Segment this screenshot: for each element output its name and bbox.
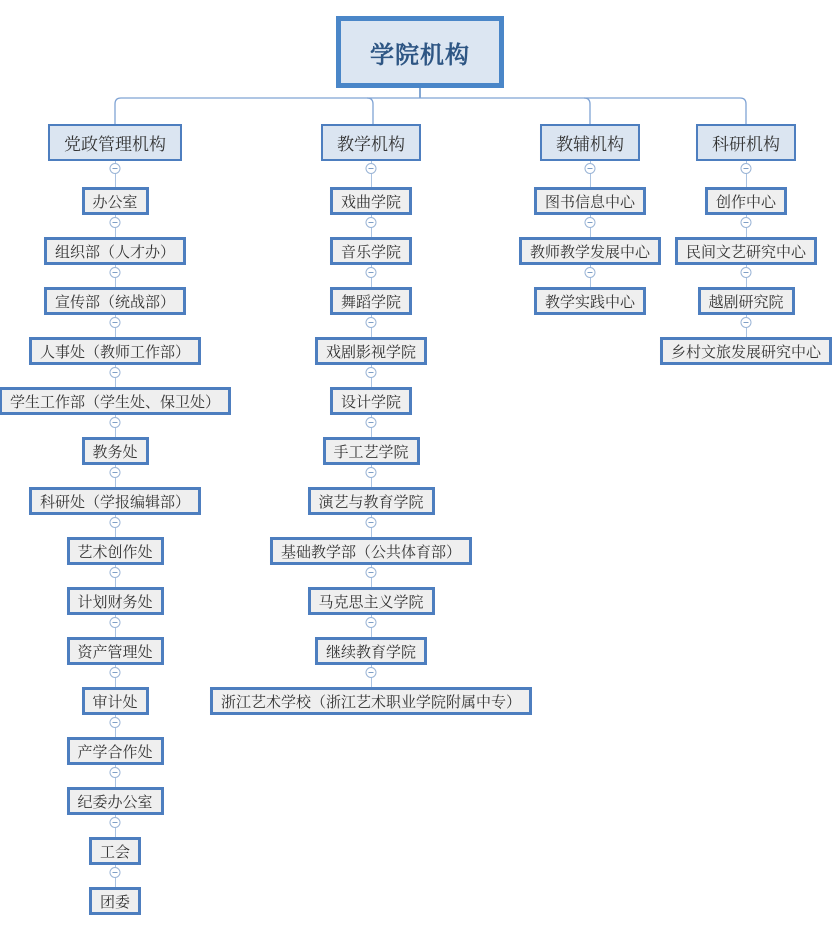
tree-connector <box>0 161 231 187</box>
org-node[interactable]: 组织部（人才办） <box>44 237 186 265</box>
collapse-minus-icon[interactable] <box>365 617 376 628</box>
collapse-minus-icon[interactable] <box>365 517 376 528</box>
collapse-minus-icon[interactable] <box>109 317 120 328</box>
org-node[interactable]: 图书信息中心 <box>534 187 646 215</box>
minus-glyph <box>368 622 373 623</box>
tree-connector <box>519 265 661 287</box>
minus-glyph <box>112 272 117 273</box>
collapse-minus-icon[interactable] <box>365 367 376 378</box>
collapse-minus-icon[interactable] <box>740 217 751 228</box>
collapse-minus-icon[interactable] <box>365 267 376 278</box>
org-node[interactable]: 产学合作处 <box>66 737 163 765</box>
org-node[interactable]: 戏剧影视学院 <box>315 337 427 365</box>
org-node[interactable]: 宣传部（统战部） <box>44 287 186 315</box>
tree-connector <box>0 265 231 287</box>
collapse-minus-icon[interactable] <box>365 667 376 678</box>
collapse-minus-icon[interactable] <box>109 467 120 478</box>
tree-connector <box>0 565 231 587</box>
collapse-minus-icon[interactable] <box>365 467 376 478</box>
minus-glyph <box>112 872 117 873</box>
minus-glyph <box>368 422 373 423</box>
branch-column-research <box>660 124 832 365</box>
tree-connector <box>210 315 532 337</box>
org-node[interactable]: 资产管理处 <box>66 637 163 665</box>
collapse-minus-icon[interactable] <box>109 217 120 228</box>
minus-glyph <box>112 222 117 223</box>
collapse-minus-icon[interactable] <box>740 267 751 278</box>
minus-glyph <box>587 272 592 273</box>
minus-glyph <box>112 572 117 573</box>
org-node[interactable]: 演艺与教育学院 <box>307 487 434 515</box>
org-node[interactable]: 乡村文旅发展研究中心 <box>660 337 832 365</box>
minus-glyph <box>112 472 117 473</box>
collapse-minus-icon[interactable] <box>109 417 120 428</box>
org-node[interactable]: 办公室 <box>81 187 148 215</box>
tree-connector <box>0 415 231 437</box>
collapse-minus-icon[interactable] <box>109 517 120 528</box>
org-node[interactable]: 教务处 <box>81 437 148 465</box>
tree-connector <box>0 215 231 237</box>
minus-glyph <box>368 272 373 273</box>
tree-connector <box>0 315 231 337</box>
tree-connector <box>660 215 832 237</box>
org-node[interactable]: 学生工作部（学生处、保卫处） <box>0 387 231 415</box>
collapse-minus-icon[interactable] <box>109 867 120 878</box>
tree-connector <box>210 515 532 537</box>
org-node[interactable]: 科研处（学报编辑部） <box>29 487 201 515</box>
collapse-minus-icon[interactable] <box>365 417 376 428</box>
collapse-minus-icon[interactable] <box>109 717 120 728</box>
org-node[interactable]: 戏曲学院 <box>330 187 412 215</box>
branch-bus-line <box>115 98 746 124</box>
org-node[interactable]: 计划财务处 <box>66 587 163 615</box>
minus-glyph <box>368 522 373 523</box>
branch-drop-line-support <box>584 98 590 124</box>
minus-glyph <box>368 372 373 373</box>
org-node[interactable]: 越剧研究院 <box>697 287 794 315</box>
branch-node-research[interactable]: 科研机构 <box>696 124 796 161</box>
tree-connector <box>660 315 832 337</box>
collapse-minus-icon[interactable] <box>365 317 376 328</box>
tree-connector <box>210 615 532 637</box>
collapse-minus-icon[interactable] <box>109 163 120 174</box>
tree-connector <box>519 215 661 237</box>
tree-connector <box>0 715 231 737</box>
minus-glyph <box>368 322 373 323</box>
collapse-minus-icon[interactable] <box>109 767 120 778</box>
minus-glyph <box>368 472 373 473</box>
tree-connector <box>0 815 231 837</box>
tree-connector <box>0 515 231 537</box>
tree-connector <box>210 665 532 687</box>
minus-glyph <box>743 168 748 169</box>
org-node[interactable]: 团委 <box>89 887 141 915</box>
minus-glyph <box>368 222 373 223</box>
tree-connector <box>0 865 231 887</box>
org-node[interactable]: 教师教学发展中心 <box>519 237 661 265</box>
tree-connector <box>660 161 832 187</box>
minus-glyph <box>743 272 748 273</box>
tree-connector <box>210 465 532 487</box>
tree-connector <box>0 365 231 387</box>
tree-connector <box>210 265 532 287</box>
org-node[interactable]: 设计学院 <box>330 387 412 415</box>
tree-connector <box>660 265 832 287</box>
collapse-minus-icon[interactable] <box>365 217 376 228</box>
collapse-minus-icon[interactable] <box>109 567 120 578</box>
collapse-minus-icon[interactable] <box>584 267 595 278</box>
branch-column-teaching <box>210 124 532 715</box>
collapse-minus-icon[interactable] <box>109 367 120 378</box>
org-node[interactable]: 马克思主义学院 <box>307 587 434 615</box>
tree-connector <box>0 465 231 487</box>
minus-glyph <box>112 622 117 623</box>
minus-glyph <box>112 772 117 773</box>
tree-connector <box>210 415 532 437</box>
branch-node-teaching[interactable]: 教学机构 <box>321 124 421 161</box>
org-node[interactable]: 音乐学院 <box>330 237 412 265</box>
root-node[interactable]: 学院机构 <box>336 16 504 88</box>
org-node[interactable]: 舞蹈学院 <box>330 287 412 315</box>
tree-connector <box>210 215 532 237</box>
org-node[interactable]: 人事处（教师工作部） <box>29 337 201 365</box>
org-node[interactable]: 审计处 <box>81 687 148 715</box>
minus-glyph <box>368 572 373 573</box>
tree-connector <box>0 615 231 637</box>
minus-glyph <box>368 672 373 673</box>
collapse-minus-icon[interactable] <box>109 267 120 278</box>
branch-column-support <box>519 124 661 315</box>
org-node[interactable]: 工会 <box>89 837 141 865</box>
tree-connector <box>0 765 231 787</box>
collapse-minus-icon[interactable] <box>584 217 595 228</box>
org-node[interactable]: 民间文艺研究中心 <box>675 237 817 265</box>
org-node[interactable]: 手工艺学院 <box>322 437 419 465</box>
minus-glyph <box>112 822 117 823</box>
branch-column-admin <box>0 124 231 915</box>
branch-node-admin[interactable]: 党政管理机构 <box>48 124 182 161</box>
org-node[interactable]: 教学实践中心 <box>534 287 646 315</box>
org-node[interactable]: 创作中心 <box>705 187 787 215</box>
tree-connector <box>0 665 231 687</box>
minus-glyph <box>112 372 117 373</box>
collapse-minus-icon[interactable] <box>740 163 751 174</box>
minus-glyph <box>587 168 592 169</box>
minus-glyph <box>112 522 117 523</box>
tree-connector <box>210 565 532 587</box>
org-node[interactable]: 浙江艺术学校（浙江艺术职业学院附属中专） <box>210 687 532 715</box>
minus-glyph <box>743 322 748 323</box>
org-node[interactable]: 继续教育学院 <box>315 637 427 665</box>
org-node[interactable]: 基础教学部（公共体育部） <box>270 537 472 565</box>
collapse-minus-icon[interactable] <box>584 163 595 174</box>
collapse-minus-icon[interactable] <box>109 667 120 678</box>
org-node[interactable]: 艺术创作处 <box>66 537 163 565</box>
minus-glyph <box>587 222 592 223</box>
minus-glyph <box>743 222 748 223</box>
minus-glyph <box>112 322 117 323</box>
org-node[interactable]: 纪委办公室 <box>66 787 163 815</box>
collapse-minus-icon[interactable] <box>365 163 376 174</box>
minus-glyph <box>368 168 373 169</box>
collapse-minus-icon[interactable] <box>109 617 120 628</box>
collapse-minus-icon[interactable] <box>740 317 751 328</box>
branch-node-support[interactable]: 教辅机构 <box>540 124 640 161</box>
tree-connector <box>210 161 532 187</box>
tree-connector <box>210 365 532 387</box>
minus-glyph <box>112 422 117 423</box>
branch-drop-line-teaching <box>367 98 373 124</box>
collapse-minus-icon[interactable] <box>365 567 376 578</box>
collapse-minus-icon[interactable] <box>109 817 120 828</box>
minus-glyph <box>112 672 117 673</box>
minus-glyph <box>112 722 117 723</box>
minus-glyph <box>112 168 117 169</box>
tree-connector <box>519 161 661 187</box>
